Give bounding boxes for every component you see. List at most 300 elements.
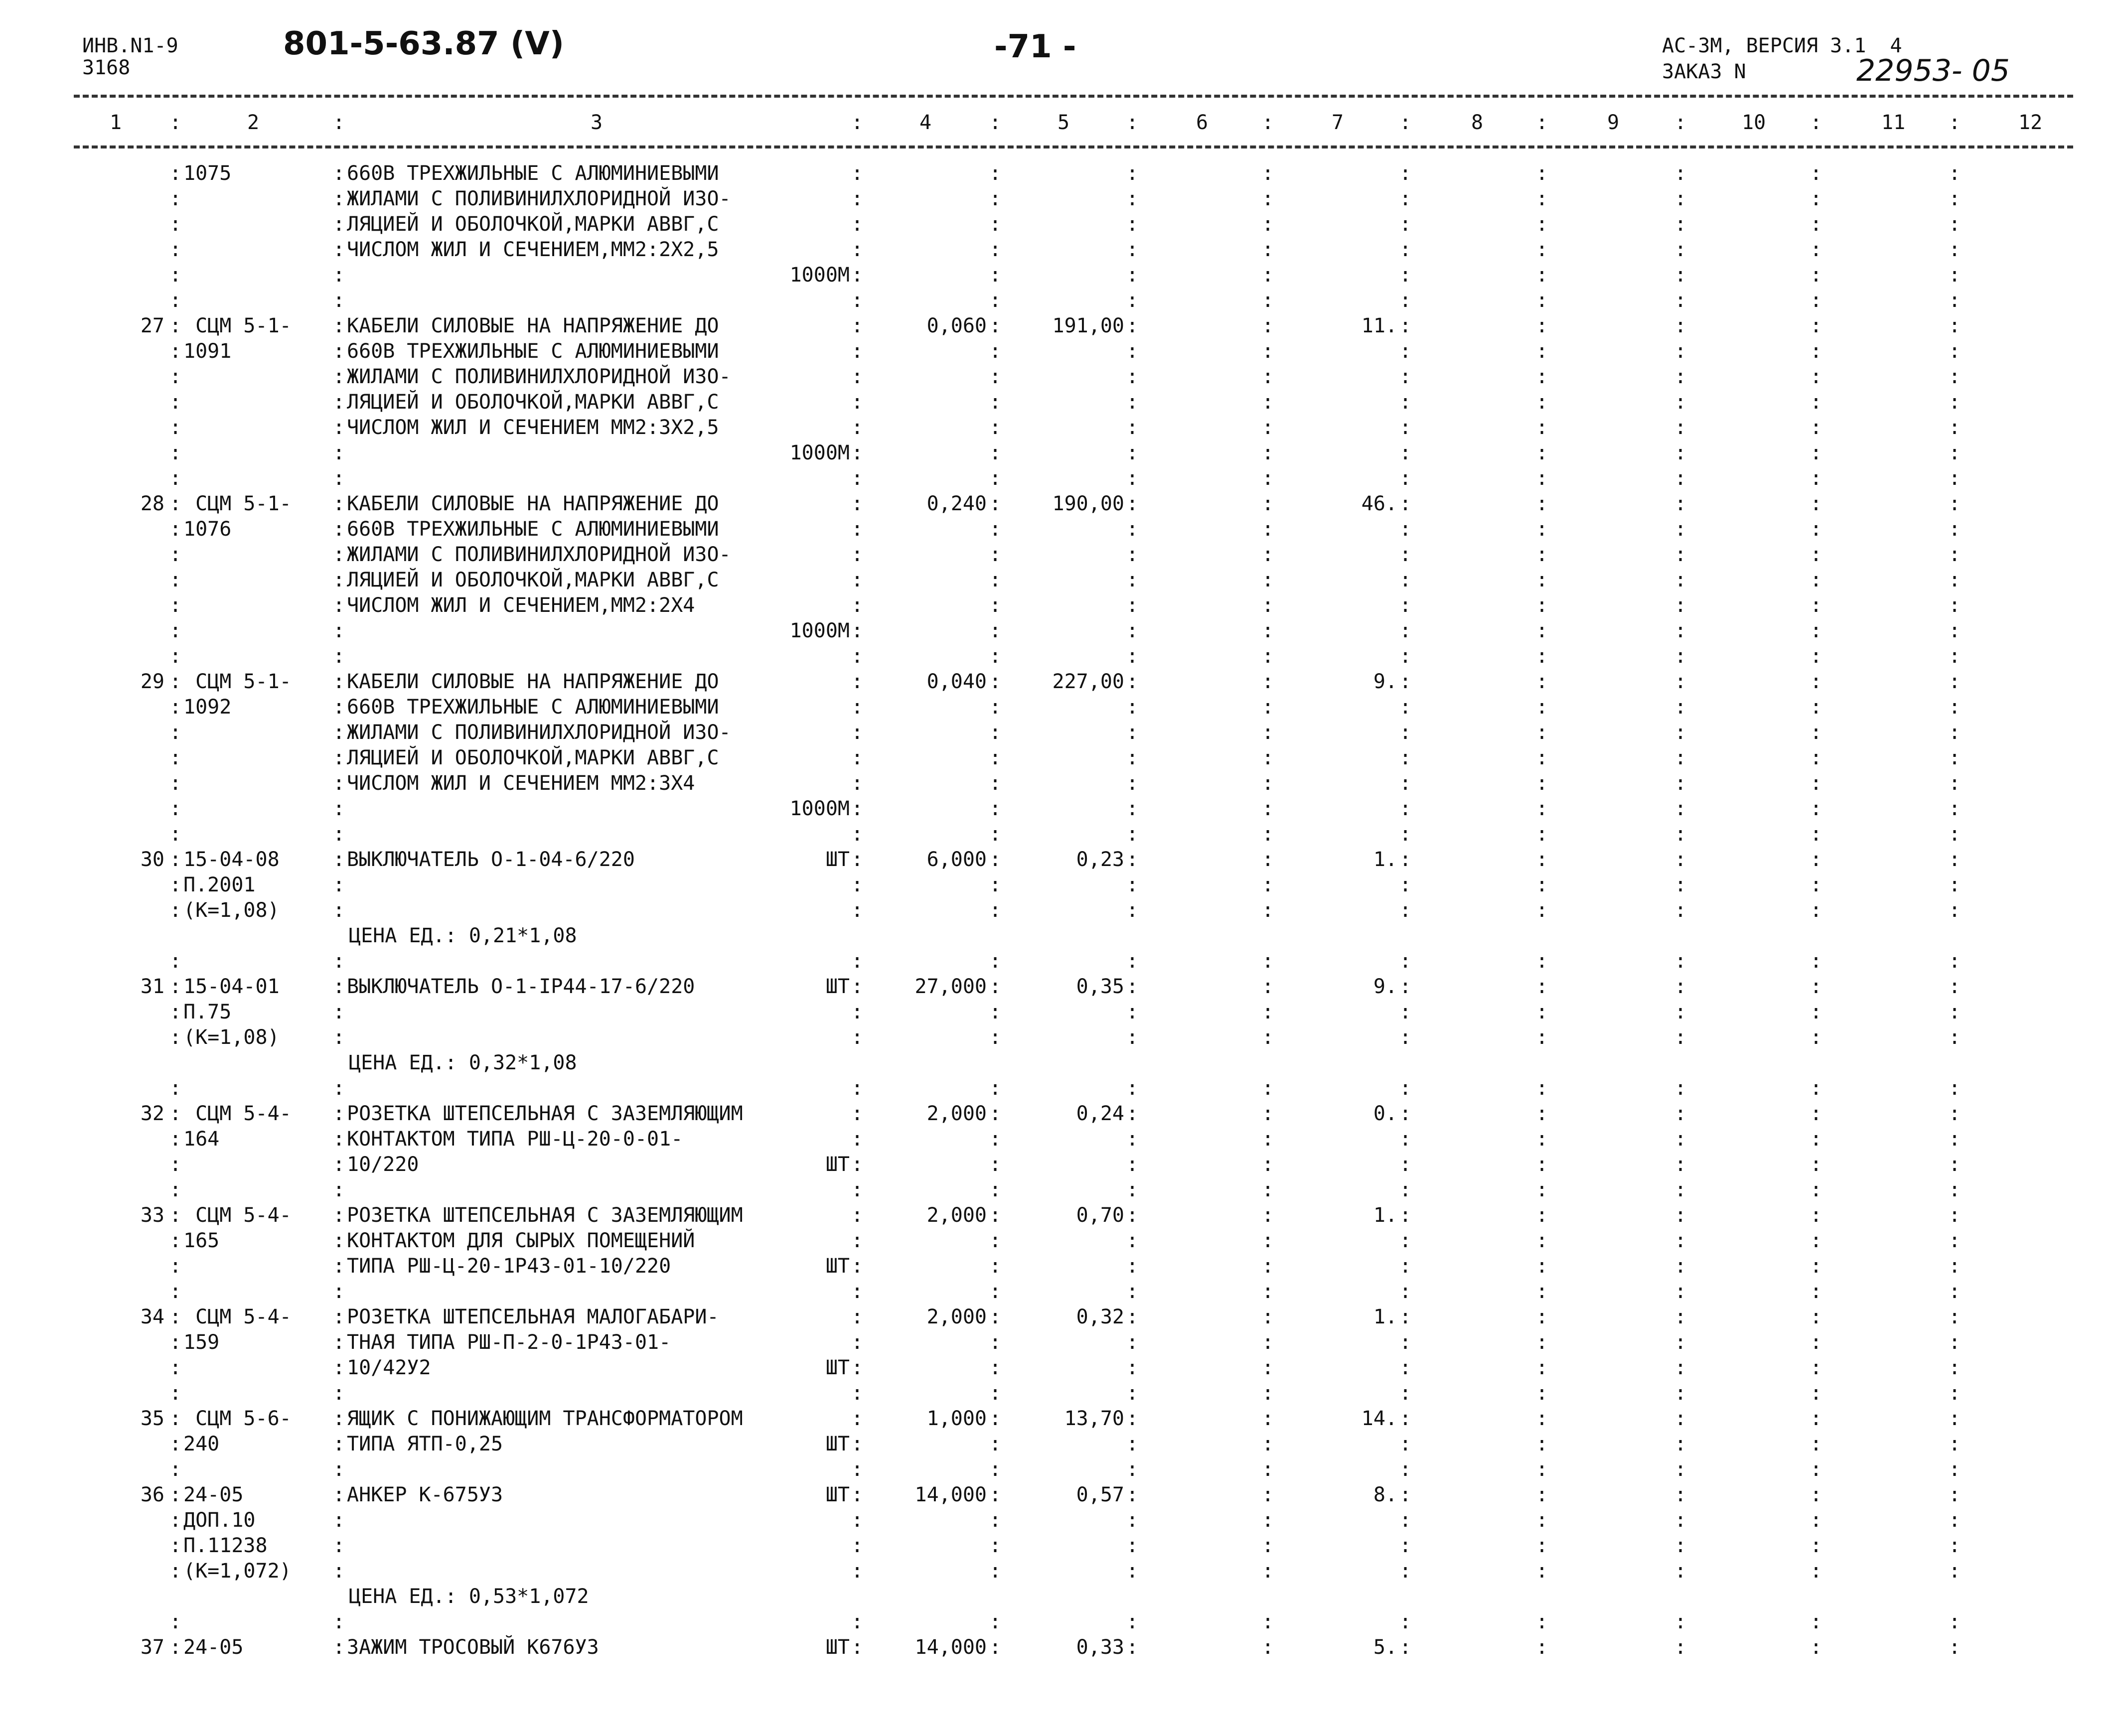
column-separator: : bbox=[1126, 823, 1139, 846]
column-separator: : bbox=[1262, 1610, 1274, 1633]
column-separator: : bbox=[333, 467, 345, 490]
column-separator: : bbox=[333, 1382, 345, 1405]
column-header-2: 2 bbox=[247, 111, 260, 134]
column-separator: : bbox=[1399, 670, 1412, 693]
column-separator: : bbox=[1262, 1153, 1274, 1176]
column-separator: : bbox=[1674, 873, 1687, 896]
column-separator: : bbox=[169, 162, 182, 185]
norm-code: 159 bbox=[183, 1331, 220, 1354]
column-separator: : bbox=[1949, 187, 1961, 210]
column-separator: : bbox=[1536, 1483, 1548, 1506]
column-separator: : bbox=[1536, 187, 1548, 210]
column-separator: : bbox=[1674, 492, 1687, 515]
column-separator: : bbox=[1126, 746, 1139, 769]
column-separator: : bbox=[1126, 1458, 1139, 1481]
column-separator: : bbox=[989, 696, 1002, 719]
column-separator: : bbox=[1399, 518, 1412, 541]
column-separator: : bbox=[169, 1407, 182, 1430]
column-separator: : bbox=[333, 543, 345, 566]
column-separator: : bbox=[1810, 264, 1822, 287]
column-separator: : bbox=[169, 1610, 182, 1633]
column-separator: : bbox=[1674, 391, 1687, 414]
norm-code: СЦМ 5-4- bbox=[183, 1204, 292, 1227]
norm-code: СЦМ 5-1- bbox=[183, 314, 292, 337]
column-separator: : bbox=[333, 873, 345, 896]
total-cost: 5. bbox=[1373, 1636, 1397, 1659]
total-cost: 8. bbox=[1373, 1483, 1397, 1506]
column-separator: : bbox=[1810, 1128, 1822, 1151]
column-separator: : bbox=[1949, 1305, 1961, 1328]
column-separator: : bbox=[1674, 162, 1687, 185]
column-separator: : bbox=[169, 619, 182, 642]
row-number: 29 bbox=[140, 670, 164, 693]
column-separator: : bbox=[851, 772, 864, 795]
column-separator: : bbox=[169, 1128, 182, 1151]
column-separator: : bbox=[851, 1001, 864, 1023]
column-separator: : bbox=[1674, 823, 1687, 846]
column-separator: : bbox=[989, 1534, 1002, 1557]
column-separator: : bbox=[1399, 289, 1412, 312]
column-separator: : bbox=[1949, 1636, 1961, 1659]
column-separator: : bbox=[1536, 467, 1548, 490]
column-separator: : bbox=[851, 1305, 864, 1328]
column-separator: : bbox=[1536, 1560, 1548, 1583]
column-separator: : bbox=[1262, 1305, 1274, 1328]
column-separator: : bbox=[169, 1204, 182, 1227]
quantity: 2,000 bbox=[926, 1305, 987, 1328]
column-separator: : bbox=[1126, 1433, 1139, 1455]
column-separator: : bbox=[1810, 873, 1822, 896]
total-cost: 11. bbox=[1361, 314, 1397, 337]
column-separator: : bbox=[989, 1077, 1002, 1100]
column-separator: : bbox=[333, 1331, 345, 1354]
column-separator: : bbox=[169, 314, 182, 337]
work-description: ЖИЛАМИ С ПОЛИВИНИЛХЛОРИДНОЙ ИЗО- bbox=[347, 187, 731, 210]
column-separator: : bbox=[1810, 543, 1822, 566]
unit-cost: 0,35 bbox=[1076, 975, 1124, 998]
work-description: 10/220 bbox=[347, 1153, 419, 1176]
total-cost: 9. bbox=[1373, 975, 1397, 998]
column-separator: : bbox=[1126, 1356, 1139, 1379]
column-separator: : bbox=[1949, 111, 1961, 134]
norm-code: П.2001 bbox=[183, 873, 256, 896]
column-separator: : bbox=[1674, 594, 1687, 617]
column-separator: : bbox=[333, 1483, 345, 1506]
column-separator: : bbox=[333, 289, 345, 312]
work-description: ТИПА ЯТП-0,25 bbox=[347, 1433, 503, 1455]
column-separator: : bbox=[1399, 594, 1412, 617]
column-separator: : bbox=[1399, 1001, 1412, 1023]
column-separator: : bbox=[989, 365, 1002, 388]
quantity: 0,040 bbox=[926, 670, 987, 693]
column-separator: : bbox=[989, 873, 1002, 896]
column-separator: : bbox=[333, 264, 345, 287]
column-separator: : bbox=[1262, 187, 1274, 210]
total-cost: 1. bbox=[1373, 1305, 1397, 1328]
total-cost: 0. bbox=[1373, 1102, 1397, 1125]
column-separator: : bbox=[1536, 797, 1548, 820]
column-separator: : bbox=[1262, 1229, 1274, 1252]
column-separator: : bbox=[1674, 1407, 1687, 1430]
column-separator: : bbox=[1536, 721, 1548, 744]
column-separator: : bbox=[1674, 1001, 1687, 1023]
column-separator: : bbox=[333, 492, 345, 515]
column-separator: : bbox=[1399, 543, 1412, 566]
column-separator: : bbox=[333, 1509, 345, 1532]
column-separator: : bbox=[1810, 213, 1822, 236]
column-separator: : bbox=[1126, 1255, 1139, 1278]
column-separator: : bbox=[1949, 289, 1961, 312]
column-separator: : bbox=[169, 1509, 182, 1532]
column-separator: : bbox=[169, 289, 182, 312]
column-separator: : bbox=[169, 1178, 182, 1201]
column-separator: : bbox=[1536, 1204, 1548, 1227]
work-description: ЛЯЦИЕЙ И ОБОЛОЧКОЙ,МАРКИ АВВГ,С bbox=[347, 213, 719, 236]
column-separator: : bbox=[1399, 416, 1412, 439]
column-separator: : bbox=[1949, 569, 1961, 591]
work-description: ЖИЛАМИ С ПОЛИВИНИЛХЛОРИДНОЙ ИЗО- bbox=[347, 721, 731, 744]
work-description: РОЗЕТКА ШТЕПСЕЛЬНАЯ С ЗАЗЕМЛЯЮЩИМ bbox=[347, 1204, 743, 1227]
column-separator: : bbox=[1536, 543, 1548, 566]
column-separator: : bbox=[1536, 111, 1548, 134]
column-separator: : bbox=[333, 1204, 345, 1227]
column-separator: : bbox=[1810, 823, 1822, 846]
column-separator: : bbox=[1674, 1610, 1687, 1633]
column-separator: : bbox=[1399, 187, 1412, 210]
column-separator: : bbox=[333, 1178, 345, 1201]
column-separator: : bbox=[1126, 314, 1139, 337]
column-separator: : bbox=[851, 1128, 864, 1151]
column-separator: : bbox=[989, 1001, 1002, 1023]
column-separator: : bbox=[1674, 518, 1687, 541]
column-separator: : bbox=[1949, 797, 1961, 820]
column-separator: : bbox=[989, 111, 1002, 134]
column-separator: : bbox=[1949, 1433, 1961, 1455]
column-separator: : bbox=[1536, 238, 1548, 261]
column-separator: : bbox=[333, 213, 345, 236]
column-separator: : bbox=[851, 111, 864, 134]
column-separator: : bbox=[851, 975, 864, 998]
column-separator: : bbox=[1674, 1305, 1687, 1328]
column-separator: : bbox=[851, 1280, 864, 1303]
column-separator: : bbox=[1399, 1636, 1412, 1659]
column-separator: : bbox=[1949, 238, 1961, 261]
column-separator: : bbox=[1810, 1610, 1822, 1633]
column-separator: : bbox=[1536, 1280, 1548, 1303]
column-separator: : bbox=[1536, 1331, 1548, 1354]
column-separator: : bbox=[1674, 1280, 1687, 1303]
column-separator: : bbox=[1949, 1483, 1961, 1506]
column-separator: : bbox=[1399, 1483, 1412, 1506]
column-separator: : bbox=[169, 823, 182, 846]
work-description: 660В ТРЕХЖИЛЬНЫЕ С АЛЮМИНИЕВЫМИ bbox=[347, 340, 719, 363]
column-separator: : bbox=[1399, 746, 1412, 769]
column-separator: : bbox=[333, 721, 345, 744]
quantity: 14,000 bbox=[914, 1636, 987, 1659]
column-separator: : bbox=[1810, 1433, 1822, 1455]
column-separator: : bbox=[1949, 467, 1961, 490]
column-separator: : bbox=[989, 238, 1002, 261]
column-separator: : bbox=[989, 1331, 1002, 1354]
column-separator: : bbox=[1536, 975, 1548, 998]
column-separator: : bbox=[1262, 772, 1274, 795]
column-separator: : bbox=[1536, 289, 1548, 312]
row-number: 30 bbox=[140, 848, 164, 871]
column-separator: : bbox=[1399, 1382, 1412, 1405]
column-separator: : bbox=[1262, 238, 1274, 261]
column-separator: : bbox=[1949, 518, 1961, 541]
column-separator: : bbox=[1262, 1102, 1274, 1125]
column-separator: : bbox=[1949, 645, 1961, 668]
column-separator: : bbox=[1949, 1204, 1961, 1227]
column-separator: : bbox=[1262, 1483, 1274, 1506]
column-separator: : bbox=[1810, 1102, 1822, 1125]
column-separator: : bbox=[1674, 899, 1687, 922]
column-separator: : bbox=[851, 289, 864, 312]
work-description: 10/42У2 bbox=[347, 1356, 431, 1379]
column-separator: : bbox=[851, 467, 864, 490]
column-separator: : bbox=[1674, 289, 1687, 312]
column-separator: : bbox=[1399, 1356, 1412, 1379]
column-separator: : bbox=[1536, 1636, 1548, 1659]
column-separator: : bbox=[1126, 492, 1139, 515]
norm-code: 24-05 bbox=[183, 1483, 244, 1506]
column-separator: : bbox=[1674, 264, 1687, 287]
column-separator: : bbox=[851, 1077, 864, 1100]
column-separator: : bbox=[1126, 670, 1139, 693]
column-separator: : bbox=[1949, 670, 1961, 693]
column-separator: : bbox=[1399, 1128, 1412, 1151]
column-separator: : bbox=[333, 1026, 345, 1049]
column-separator: : bbox=[1262, 1433, 1274, 1455]
column-separator: : bbox=[1262, 162, 1274, 185]
unit-price-note: ЦЕНА ЕД.: 0,53*1,072 bbox=[349, 1585, 589, 1608]
column-separator: : bbox=[1126, 1077, 1139, 1100]
column-separator: : bbox=[1536, 1178, 1548, 1201]
column-separator: : bbox=[989, 772, 1002, 795]
column-separator: : bbox=[989, 721, 1002, 744]
column-separator: : bbox=[1126, 797, 1139, 820]
page-number: -71 - bbox=[994, 28, 1076, 65]
norm-code: 164 bbox=[183, 1128, 220, 1151]
work-description: ЧИСЛОМ ЖИЛ И СЕЧЕНИЕМ,ММ2:2Х4 bbox=[347, 594, 695, 617]
unit-of-measure: ШТ bbox=[825, 1483, 850, 1506]
column-separator: : bbox=[989, 518, 1002, 541]
column-separator: : bbox=[333, 772, 345, 795]
work-description: КАБЕЛИ СИЛОВЫЕ НА НАПРЯЖЕНИЕ ДО bbox=[347, 670, 719, 693]
column-separator: : bbox=[1126, 1204, 1139, 1227]
column-separator: : bbox=[851, 823, 864, 846]
column-separator: : bbox=[1536, 746, 1548, 769]
column-separator: : bbox=[169, 1331, 182, 1354]
column-separator: : bbox=[1674, 772, 1687, 795]
column-separator: : bbox=[1949, 1407, 1961, 1430]
column-separator: : bbox=[1536, 772, 1548, 795]
column-separator: : bbox=[1126, 391, 1139, 414]
column-separator: : bbox=[169, 1153, 182, 1176]
column-separator: : bbox=[1949, 1610, 1961, 1633]
column-separator: : bbox=[1536, 594, 1548, 617]
column-separator: : bbox=[1262, 1255, 1274, 1278]
column-separator: : bbox=[851, 873, 864, 896]
column-separator: : bbox=[1674, 848, 1687, 871]
column-separator: : bbox=[1810, 238, 1822, 261]
column-separator: : bbox=[169, 416, 182, 439]
column-separator: : bbox=[169, 1534, 182, 1557]
column-separator: : bbox=[1674, 696, 1687, 719]
column-separator: : bbox=[989, 1407, 1002, 1430]
column-separator: : bbox=[1949, 873, 1961, 896]
column-separator: : bbox=[1674, 645, 1687, 668]
column-separator: : bbox=[1674, 670, 1687, 693]
column-separator: : bbox=[851, 1610, 864, 1633]
column-header-12: 12 bbox=[2018, 111, 2043, 134]
column-separator: : bbox=[1810, 797, 1822, 820]
column-separator: : bbox=[989, 264, 1002, 287]
column-separator: : bbox=[851, 1560, 864, 1583]
column-separator: : bbox=[851, 391, 864, 414]
column-separator: : bbox=[333, 1153, 345, 1176]
column-separator: : bbox=[333, 441, 345, 464]
column-separator: : bbox=[169, 873, 182, 896]
column-separator: : bbox=[169, 1280, 182, 1303]
column-separator: : bbox=[1536, 645, 1548, 668]
column-separator: : bbox=[333, 111, 345, 134]
column-separator: : bbox=[1536, 569, 1548, 591]
column-separator: : bbox=[989, 340, 1002, 363]
column-separator: : bbox=[989, 746, 1002, 769]
column-separator: : bbox=[989, 797, 1002, 820]
column-separator: : bbox=[851, 670, 864, 693]
column-separator: : bbox=[1810, 1458, 1822, 1481]
column-separator: : bbox=[1399, 1509, 1412, 1532]
column-separator: : bbox=[169, 1255, 182, 1278]
column-separator: : bbox=[851, 746, 864, 769]
column-separator: : bbox=[1126, 848, 1139, 871]
column-separator: : bbox=[851, 416, 864, 439]
unit-of-measure: 1000М bbox=[789, 797, 850, 820]
column-separator: : bbox=[1262, 797, 1274, 820]
work-description: АНКЕР К-675У3 bbox=[347, 1483, 503, 1506]
quantity: 14,000 bbox=[914, 1483, 987, 1506]
column-separator: : bbox=[1262, 264, 1274, 287]
column-separator: : bbox=[1949, 340, 1961, 363]
column-separator: : bbox=[1262, 1407, 1274, 1430]
column-separator: : bbox=[1536, 314, 1548, 337]
column-separator: : bbox=[989, 670, 1002, 693]
column-separator: : bbox=[1949, 1255, 1961, 1278]
column-separator: : bbox=[1536, 213, 1548, 236]
column-separator: : bbox=[1949, 365, 1961, 388]
column-separator: : bbox=[1949, 746, 1961, 769]
unit-of-measure: ШТ bbox=[825, 1433, 850, 1455]
row-number: 32 bbox=[140, 1102, 164, 1125]
column-separator: : bbox=[1810, 721, 1822, 744]
column-separator: : bbox=[1810, 1636, 1822, 1659]
norm-code: СЦМ 5-1- bbox=[183, 670, 292, 693]
column-separator: : bbox=[333, 1280, 345, 1303]
column-separator: : bbox=[1674, 543, 1687, 566]
column-separator: : bbox=[851, 696, 864, 719]
column-separator: : bbox=[1536, 518, 1548, 541]
column-separator: : bbox=[851, 543, 864, 566]
column-separator: : bbox=[1810, 1331, 1822, 1354]
work-description: КАБЕЛИ СИЛОВЫЕ НА НАПРЯЖЕНИЕ ДО bbox=[347, 314, 719, 337]
unit-cost: 0,32 bbox=[1076, 1305, 1124, 1328]
norm-code: 165 bbox=[183, 1229, 220, 1252]
column-separator: : bbox=[1810, 314, 1822, 337]
column-separator: : bbox=[989, 543, 1002, 566]
column-separator: : bbox=[169, 187, 182, 210]
column-separator: : bbox=[1949, 721, 1961, 744]
column-separator: : bbox=[1262, 1280, 1274, 1303]
work-description: КОНТАКТОМ ТИПА РШ-Ц-20-0-01- bbox=[347, 1128, 683, 1151]
column-separator: : bbox=[333, 1229, 345, 1252]
column-separator: : bbox=[333, 1407, 345, 1430]
column-separator: : bbox=[989, 1610, 1002, 1633]
column-separator: : bbox=[1262, 518, 1274, 541]
column-separator: : bbox=[1674, 1077, 1687, 1100]
norm-code: 1092 bbox=[183, 696, 232, 719]
column-separator: : bbox=[1674, 1026, 1687, 1049]
column-separator: : bbox=[1126, 187, 1139, 210]
quantity: 27,000 bbox=[914, 975, 987, 998]
column-separator: : bbox=[1674, 1560, 1687, 1583]
column-separator: : bbox=[1674, 1255, 1687, 1278]
column-separator: : bbox=[1399, 1102, 1412, 1125]
column-separator: : bbox=[169, 441, 182, 464]
unit-of-measure: ШТ bbox=[825, 1636, 850, 1659]
column-separator: : bbox=[1126, 1102, 1139, 1125]
column-separator: : bbox=[1399, 111, 1412, 134]
column-separator: : bbox=[333, 187, 345, 210]
norm-code: СЦМ 5-1- bbox=[183, 492, 292, 515]
column-separator: : bbox=[989, 1636, 1002, 1659]
column-separator: : bbox=[1536, 1356, 1548, 1379]
column-separator: : bbox=[1262, 1331, 1274, 1354]
column-separator: : bbox=[1126, 467, 1139, 490]
column-separator: : bbox=[1262, 543, 1274, 566]
column-separator: : bbox=[1262, 1204, 1274, 1227]
column-separator: : bbox=[1810, 1407, 1822, 1430]
column-separator: : bbox=[1399, 797, 1412, 820]
column-separator: : bbox=[1949, 162, 1961, 185]
quantity: 1,000 bbox=[926, 1407, 987, 1430]
column-separator: : bbox=[1674, 1509, 1687, 1532]
column-separator: : bbox=[1674, 619, 1687, 642]
norm-code: СЦМ 5-6- bbox=[183, 1407, 292, 1430]
row-number: 27 bbox=[140, 314, 164, 337]
column-separator: : bbox=[1674, 1331, 1687, 1354]
column-header-3: 3 bbox=[591, 111, 603, 134]
column-separator: : bbox=[1949, 823, 1961, 846]
column-separator: : bbox=[169, 1229, 182, 1252]
column-separator: : bbox=[169, 467, 182, 490]
column-separator: : bbox=[169, 899, 182, 922]
column-separator: : bbox=[1949, 1509, 1961, 1532]
column-separator: : bbox=[1536, 1229, 1548, 1252]
column-separator: : bbox=[1674, 111, 1687, 134]
column-separator: : bbox=[1536, 1305, 1548, 1328]
total-cost: 9. bbox=[1373, 670, 1397, 693]
column-separator: : bbox=[333, 569, 345, 591]
column-separator: : bbox=[1949, 1102, 1961, 1125]
column-separator: : bbox=[1126, 1229, 1139, 1252]
norm-code: (К=1,08) bbox=[183, 1026, 280, 1049]
column-header-6: 6 bbox=[1196, 111, 1209, 134]
column-separator: : bbox=[1674, 569, 1687, 591]
column-separator: : bbox=[1810, 1509, 1822, 1532]
